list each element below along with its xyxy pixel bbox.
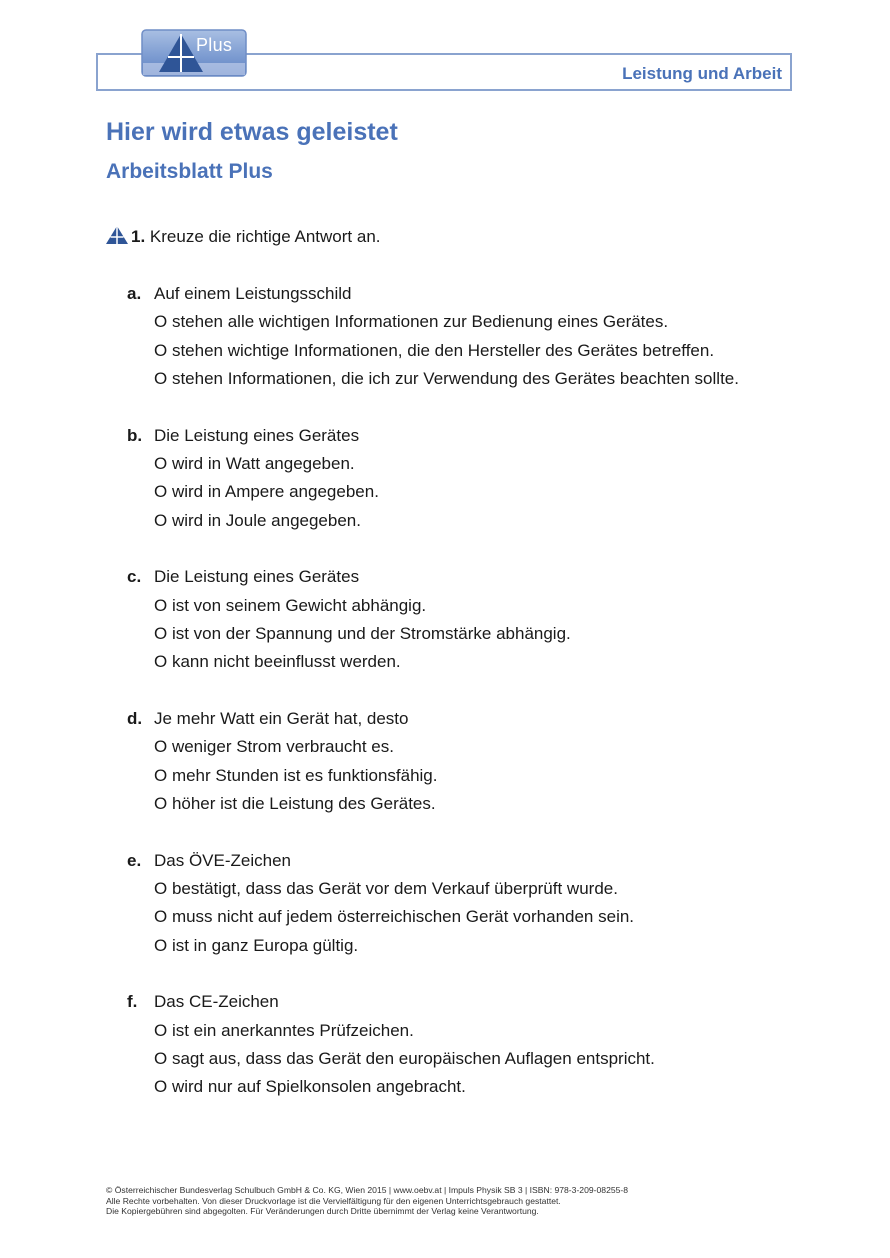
answer-option[interactable]: O wird in Joule angegeben. — [154, 510, 361, 530]
question-f — [127, 990, 867, 1103]
question-d — [127, 707, 867, 820]
question-stem: Die Leistung eines Gerätes — [154, 425, 360, 445]
answer-option[interactable]: O stehen wichtige Informationen, die den Hersteller des Gerätes betreffen. — [154, 340, 715, 360]
footer-line: Die Kopiergebühren sind abgegolten. Für Veränderungen durch Dritte übernimmt der Verlag keine Verantwortung. — [106, 1206, 539, 1216]
question-stem: Je mehr Watt ein Gerät hat, desto — [154, 709, 409, 729]
answer-option[interactable]: O höher ist die Leistung des Gerätes. — [154, 793, 436, 813]
section-title: Leistung und Arbeit — [622, 64, 782, 83]
question-letter: f. — [127, 992, 138, 1012]
answer-option[interactable]: O wird in Ampere angegeben. — [154, 482, 379, 502]
copyright-footer — [106, 1185, 628, 1217]
question-stem: Die Leistung eines Gerätes — [154, 567, 360, 587]
page-subtitle: Arbeitsblatt Plus — [106, 160, 273, 183]
question-stem: Auf einem Leistungsschild — [154, 284, 352, 303]
answer-option[interactable]: O stehen Informationen, die ich zur Verwendung des Gerätes beachten sollte. — [154, 368, 739, 388]
answer-option[interactable]: O stehen alle wichtigen Informationen zur Bedienung eines Gerätes. — [154, 312, 669, 332]
answer-option[interactable]: O bestätigt, dass das Gerät vor dem Verkauf überprüft wurde. — [154, 879, 618, 899]
answer-option[interactable]: O mehr Stunden ist es funktionsfähig. — [154, 765, 438, 785]
question-b — [127, 424, 867, 537]
question-e — [127, 849, 867, 962]
answer-option[interactable]: O wird in Watt angegeben. — [154, 453, 355, 473]
answer-option[interactable]: O ist von der Spannung und der Stromstärke abhängig. — [154, 623, 571, 643]
question-letter: c. — [127, 567, 142, 587]
task-number: 1. — [131, 227, 146, 246]
question-letter: e. — [127, 850, 142, 870]
question-c — [127, 565, 867, 678]
page-title: Hier wird etwas geleistet — [106, 118, 398, 146]
task-heading — [106, 226, 381, 247]
plus-logo — [141, 29, 247, 77]
question-stem: Das ÖVE-Zeichen — [154, 850, 291, 870]
question-list — [127, 282, 867, 1132]
answer-option[interactable]: O kann nicht beeinflusst werden. — [154, 652, 401, 672]
task-instruction: Kreuze die richtige Antwort an. — [149, 227, 381, 246]
question-letter: d. — [127, 709, 143, 729]
question-letter: b. — [127, 425, 143, 445]
answer-option[interactable]: O ist von seinem Gewicht abhängig. — [154, 595, 427, 615]
answer-option[interactable]: O wird nur auf Spielkonsolen angebracht. — [154, 1077, 466, 1097]
answer-option[interactable]: O weniger Strom verbraucht es. — [154, 737, 394, 757]
answer-option[interactable]: O ist in ganz Europa gültig. — [154, 935, 359, 955]
answer-option[interactable]: O sagt aus, dass das Gerät den europäischen Auflagen entspricht. — [154, 1049, 655, 1069]
footer-line: Alle Rechte vorbehalten. Von dieser Druckvorlage ist die Vervielfältigung für den eigenen Unterrichtsgebrauch gestattet. — [106, 1195, 561, 1206]
logo-text: Plus — [196, 35, 233, 55]
triangle-task-icon — [106, 226, 128, 244]
answer-option[interactable]: O ist ein anerkanntes Prüfzeichen. — [154, 1020, 414, 1040]
footer-line: © Österreichischer Bundesverlag Schulbuch GmbH & Co. KG, Wien 2015 | www.oebv.at | Impuls Physik SB 3 | ISBN: 978-3-209-08255-8 — [106, 1185, 629, 1195]
question-letter: a. — [127, 284, 142, 303]
question-a — [127, 282, 867, 395]
question-stem: Das CE-Zeichen — [154, 992, 279, 1012]
answer-option[interactable]: O muss nicht auf jedem österreichischen Gerät vorhanden sein. — [154, 907, 635, 927]
